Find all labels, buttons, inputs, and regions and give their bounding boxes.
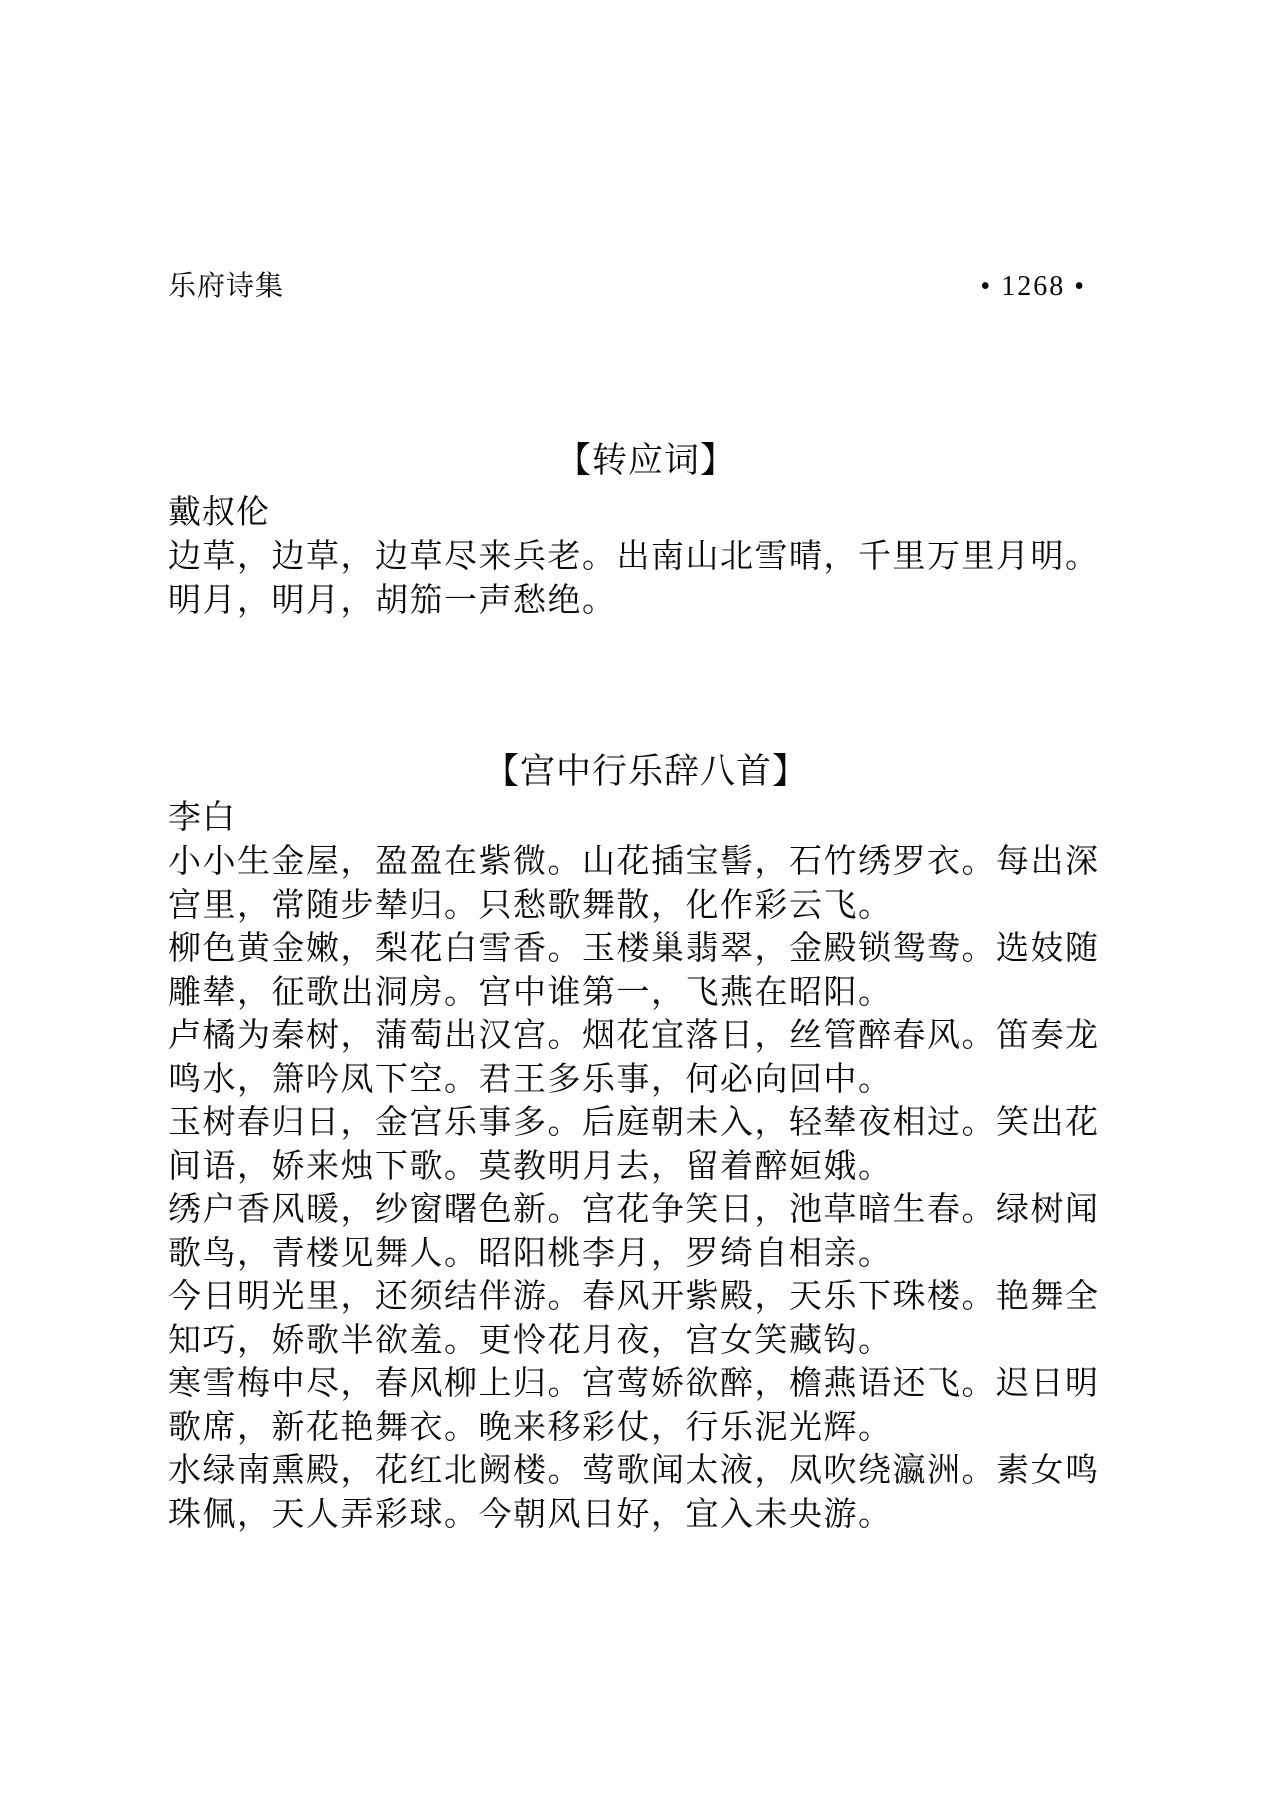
poem-body-gongzhongxingleci — [168, 841, 1158, 1537]
poem-author-libai: 李白 — [168, 800, 236, 836]
poem-title-gongzhongxingleci: 【宫中行乐辞八首】 — [483, 752, 808, 791]
book-title: 乐府诗集 — [168, 271, 285, 302]
poem-line: 柳色黄金嫩，梨花白雪香。玉楼巢翡翠，金殿锁鸳鸯。选妓随 — [168, 931, 1100, 967]
poem-line: 鸣水，箫吟凤下空。君王多乐事，何必向回中。 — [168, 1061, 893, 1098]
poem-line: 今日明光里，还须结伴游。春风开紫殿，天乐下珠楼。艳舞全 — [168, 1279, 1100, 1315]
poem-body-zhuanyingci — [168, 536, 1158, 623]
poem-title-zhuanyingci: 【转应词】 — [555, 441, 736, 480]
poem-line: 珠佩，天人弄彩球。今朝风日好，宜入未央游。 — [168, 1496, 893, 1533]
poem-line: 歌席，新花艳舞衣。晚来移彩仗，行乐泥光辉。 — [168, 1409, 893, 1446]
poem-line: 玉树春归日，金宫乐事多。后庭朝未入，轻辇夜相过。笑出花 — [168, 1105, 1100, 1141]
poem-author-daishulun: 戴叔伦 — [168, 495, 270, 531]
running-header — [168, 270, 1124, 304]
poem-line: 水绿南熏殿，花红北阙楼。莺歌闻太液，凤吹绕瀛洲。素女鸣 — [168, 1453, 1100, 1489]
poem-line: 歌鸟，青楼见舞人。昭阳桃李月，罗绮自相亲。 — [168, 1235, 893, 1272]
poem-line: 间语，娇来烛下歌。莫教明月去，留着醉姮娥。 — [168, 1148, 893, 1185]
poem-line: 边草，边草，边草尽来兵老。出南山北雪晴，千里万里月明。 — [168, 539, 1100, 575]
poem-line: 绣户香风暖，纱窗曙色新。宫花争笑日，池草暗生春。绿树闻 — [168, 1192, 1100, 1228]
poem-line: 知巧，娇歌半欲羞。更怜花月夜，宫女笑藏钩。 — [168, 1322, 893, 1359]
poem-line: 卢橘为秦树，蒲萄出汉宫。烟花宜落日，丝管醉春风。笛奏龙 — [168, 1018, 1100, 1054]
poem-line: 明月，明月，胡笳一声愁绝。 — [168, 582, 617, 619]
poem-line: 雕辇，征歌出洞房。宫中谁第一，飞燕在昭阳。 — [168, 974, 893, 1011]
poem-line: 宫里，常随步辇归。只愁歌舞散，化作彩云飞。 — [168, 887, 893, 924]
page-number: • 1268 • — [980, 271, 1086, 302]
poem-line: 小小生金屋，盈盈在紫微。山花插宝髻，石竹绣罗衣。每出深 — [168, 844, 1100, 880]
poem-line: 寒雪梅中尽，春风柳上归。宫莺娇欲醉，檐燕语还飞。迟日明 — [168, 1366, 1100, 1402]
